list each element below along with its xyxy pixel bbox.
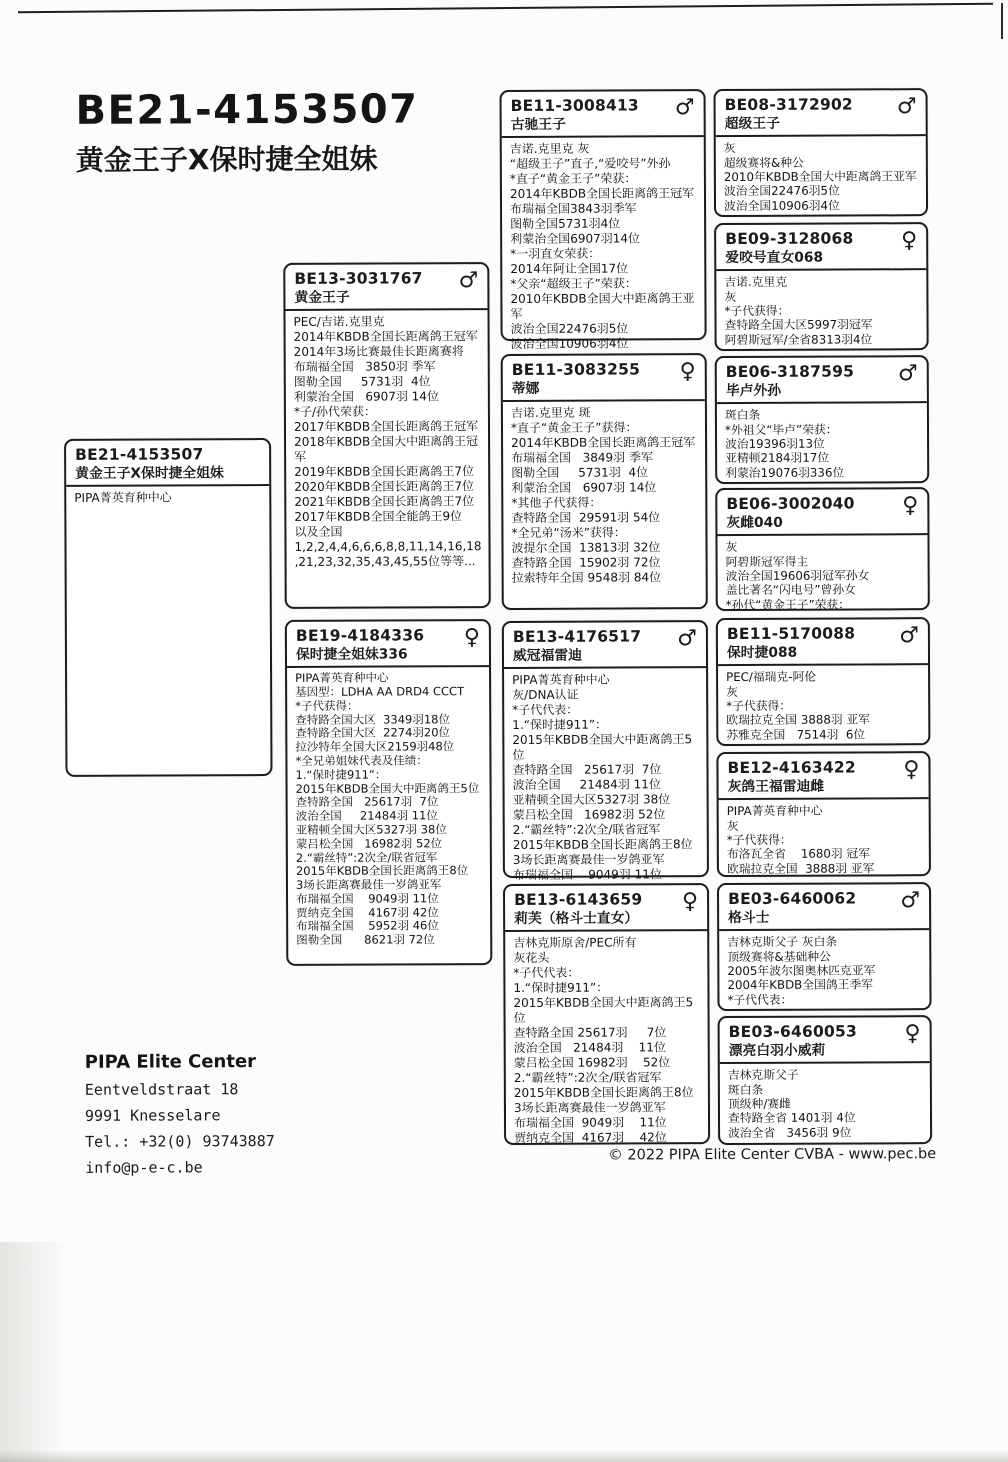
pigeon-name: 莉芙（格斗士直女）: [514, 910, 639, 927]
pedigree-line: *其他子代获得：: [511, 495, 602, 511]
pedigree-line: 查特路全国大区 2274羽20位: [295, 725, 451, 741]
pedigree-line: 欧瑞拉克全国 3888羽 亚军: [726, 861, 875, 876]
pigeon-name: 漂亮白羽小威莉: [728, 1042, 826, 1059]
pigeon-name: 毕卢外孙: [725, 382, 782, 399]
female-icon: ♀: [901, 228, 918, 254]
pedigree-line: 亚精顿全国大区5327羽 38位: [295, 822, 447, 837]
pedigree-line: 顶级赛将&基础种公: [727, 949, 831, 964]
pedigree-line: 布瑞福全国 9049羽 11位: [513, 1115, 667, 1131]
pedigree-line: 蒙吕松全国 16982羽 52位: [512, 807, 666, 823]
pedigree-box-ggmother-4: [718, 1015, 933, 1145]
pedigree-box-ggmother-1: [714, 222, 929, 351]
pedigree-line: 吉诺.克里克 灰: [509, 141, 590, 157]
pedigree-line: 波治全国22476羽5位: [723, 183, 840, 199]
pedigree-line: 布瑞福全国 5952羽 46位: [296, 918, 439, 934]
pedigree-line: 3场长距离赛最佳一岁鸽亚军: [295, 877, 442, 893]
pigeon-name: 超级王子: [724, 115, 780, 132]
box-body: [719, 799, 929, 880]
pedigree-line: 波治全国22476羽5位: [510, 321, 629, 337]
pigeon-name: 威冠福雷迪: [512, 647, 583, 664]
pedigree-line: 图勒全国5731羽4位: [510, 216, 621, 232]
box-body: [719, 930, 929, 1011]
pedigree-line: 波治全国10906羽4位: [510, 336, 629, 352]
pedigree-line: 2.“霸丝特”:2次全/联省冠军: [512, 822, 661, 838]
pedigree-line: *外祖父“毕卢”荣获：: [724, 422, 838, 437]
box-body: [717, 403, 927, 484]
pedigree-line: *一羽直女荣获：: [510, 246, 601, 262]
ring-number: BE12-4163422: [727, 758, 856, 778]
pedigree-box-ggmother-3: [716, 751, 931, 877]
pedigree-line: 2010年KBDB全国大中距离鸽王亚军: [723, 169, 917, 184]
pedigree-line: 基因型：LDHA AA DRD4 CCCT: [295, 684, 465, 699]
pedigree-line: 图勒全国 5731羽 4位: [511, 465, 649, 481]
pedigree-line: 2.“霸丝特”:2次全/联省冠军: [513, 1070, 662, 1086]
pedigree-line: 苏雅克全国 7514羽 6位: [726, 727, 866, 742]
pedigree-box-grandfather-maternal: [502, 620, 709, 883]
page-title: BE21-4153507: [75, 86, 419, 134]
pedigree-line: 2014年KBDB全国长距离鸽王冠军: [509, 186, 695, 202]
pedigree-line: 波治全国10906羽4位: [723, 198, 840, 213]
pedigree-line: 2015年KBDB全国长距离鸽王8位: [513, 1085, 694, 1101]
pedigree-line: 以及全国: [294, 524, 343, 540]
pedigree-line: 2018年KBDB全国大中距离鸽王冠军: [294, 434, 479, 465]
pedigree-line: 2015年KBDB全国长距离鸽王8位: [295, 863, 469, 879]
box-body: [287, 667, 490, 952]
pedigree-line: 欧瑞拉克全国 3888羽 亚军: [726, 712, 871, 728]
pedigree-line: 吉林克斯原舍/PEC所有: [513, 935, 637, 951]
male-icon: ♂: [458, 268, 479, 294]
pedigree-line: 2015年KBDB全国大中距离鸽王5位: [295, 780, 480, 796]
box-body: [717, 535, 927, 616]
box-header-text: [727, 758, 855, 795]
box-header: [720, 1017, 930, 1064]
pedigree-line: 波治全省 3456羽 9位: [728, 1125, 852, 1140]
pedigree-box-father: [283, 262, 491, 609]
female-icon: ♀: [904, 1021, 921, 1047]
footer-email: info@p-e-c.be: [85, 1158, 203, 1177]
pedigree-line: 蒙吕松全国 16982羽 52位: [513, 1055, 671, 1071]
pedigree-line: 斑白条: [727, 1082, 764, 1097]
pedigree-line: 灰: [726, 684, 738, 699]
pedigree-line: 查特路全国 25617羽 7位: [512, 762, 662, 778]
box-body: [716, 270, 926, 351]
pedigree-line: 利蒙治全国 6907羽 14位: [293, 389, 439, 405]
footer-phone: Tel.: +32(0) 93743887: [85, 1132, 275, 1151]
male-icon: ♂: [900, 888, 921, 914]
pedigree-line: 贾纳克全国 4167羽 42位: [514, 1130, 667, 1146]
pedigree-line: ,21,23,32,35,43,45,55位等等...: [294, 554, 476, 570]
pigeon-name: 保时捷全姐妹336: [295, 646, 408, 663]
pedigree-line: 亚精顿全国大区5327羽 38位: [512, 792, 671, 808]
box-header: [718, 753, 928, 800]
box-body: [716, 136, 926, 217]
ring-number: BE13-6143659: [514, 890, 643, 909]
box-header: [285, 264, 487, 311]
box-header-text: [725, 95, 853, 132]
title-block: [76, 86, 419, 178]
pedigree-line: 阿碧斯冠军得主: [725, 554, 809, 569]
box-header-text: [729, 1022, 857, 1059]
footer-company-name: PIPA Elite Center: [84, 1051, 257, 1073]
pedigree-line: 灰花头: [513, 950, 550, 966]
female-icon: ♀: [903, 757, 920, 783]
pedigree-line: PIPA菁英育种中心: [512, 672, 610, 688]
pedigree-line: 波治全国 21484羽 11位: [512, 777, 661, 793]
box-header-text: [726, 362, 854, 399]
pedigree-line: PIPA菁英育种中心: [726, 803, 823, 819]
male-icon: ♂: [896, 94, 917, 120]
pedigree-line: 超级赛将&种公: [723, 155, 804, 170]
pedigree-line: 吉林克斯父子 灰白条: [727, 934, 838, 950]
pedigree-line: 波治全国 21484羽 11位: [295, 808, 438, 824]
pedigree-line: *直子“黄金王子”荣获：: [509, 171, 637, 187]
box-body: [718, 665, 928, 746]
pedigree-line: 灰: [726, 818, 739, 833]
pigeon-name: 黄金王子X保时捷全姐妹: [75, 464, 224, 482]
pedigree-line: 2014年3场比赛最佳长距离赛将: [293, 344, 464, 360]
ring-number: BE06-3002040: [726, 494, 855, 514]
pigeon-name: 格斗士: [728, 909, 770, 926]
pedigree-line: *全兄弟姐妹代表及佳绩：: [295, 753, 428, 768]
pedigree-line: 2014年阿让全国17位: [510, 261, 629, 277]
pedigree-line: 查特路全省 1401羽 4位: [727, 1110, 856, 1126]
ring-number: BE13-4176517: [512, 627, 642, 646]
box-header: [66, 440, 269, 487]
box-header: [717, 357, 927, 404]
pedigree-line: 利蒙治19076羽336位: [725, 465, 845, 480]
box-header: [502, 91, 704, 138]
female-icon: ♀: [681, 889, 699, 915]
pedigree-line: 利蒙治全国 6907羽 14位: [511, 480, 657, 496]
pedigree-line: *子代代表：: [513, 965, 580, 981]
pedigree-line: 波治19396羽13位: [725, 436, 825, 451]
pedigree-line: 灰: [723, 141, 736, 156]
male-icon: ♂: [897, 361, 918, 387]
pedigree-box-ggmother-2: [715, 487, 930, 611]
pedigree-line: 2019年KBDB全国长距离鸽王7位: [294, 464, 474, 480]
pigeon-name: 蒂娜: [511, 380, 540, 397]
pedigree-line: PIPA菁英育种中心: [295, 670, 389, 686]
box-body: [504, 668, 707, 887]
box-header: [717, 489, 927, 536]
pedigree-line: “超级王子”直子,“爱咬号”外孙: [509, 156, 671, 172]
pedigree-box-grandfather-paternal: [500, 89, 707, 352]
pedigree-line: 灰: [725, 540, 738, 555]
pedigree-line: 图勒全国 8621羽 72位: [296, 932, 435, 948]
box-body: [505, 931, 708, 1150]
pedigree-line: 拉沙特年全国大区2159羽48位: [295, 739, 455, 755]
pigeon-name: 黄金王子: [294, 289, 350, 306]
ring-number: BE08-3172902: [724, 95, 853, 115]
pedigree-line: 布瑞福全国 3849羽 季军: [511, 450, 653, 466]
pedigree-line: 顶级种/赛雌: [727, 1096, 791, 1111]
pigeon-name: 爱咬号直女068: [725, 249, 824, 266]
pedigree-line: 2015年KBDB全国大中距离鸽王5位: [512, 732, 693, 763]
box-body: [503, 401, 706, 590]
pedigree-line: 2021年KBDB全国长距离鸽王7位: [294, 494, 475, 510]
male-icon: ♂: [674, 95, 695, 121]
pedigree-line: 1,2,2,4,4,6,6,6,8,8,11,14,16,18: [294, 539, 482, 555]
pedigree-line: 布瑞福全国 3850羽 季军: [293, 359, 436, 375]
box-header: [503, 355, 705, 402]
ring-number: BE13-3031767: [294, 269, 423, 288]
pedigree-line: *子代代表：: [512, 702, 579, 718]
pedigree-box-ggfather-1: [714, 88, 929, 217]
pedigree-line: 布瑞福全国 9049羽 11位: [296, 891, 439, 906]
pedigree-line: 阿碧斯冠军/全省8313羽4位: [724, 332, 873, 347]
box-header: [504, 622, 706, 669]
ring-number: BE03-6460062: [728, 889, 857, 909]
pigeon-name: 古驰王子: [510, 116, 566, 133]
footer-address-city: 9991 Knesselare: [84, 1106, 221, 1125]
box-body: [502, 137, 705, 356]
box-header: [716, 224, 926, 271]
box-header-text: [727, 624, 855, 661]
pedigree-line: 波提尔全国 13813羽 32位: [511, 540, 661, 556]
pedigree-line: 1.“保时捷911”：: [513, 980, 609, 996]
pedigree-line: 2010年KBDB全国大中距离鸽王亚军: [510, 291, 695, 322]
ring-number: BE11-5170088: [726, 624, 856, 644]
pedigree-box-ggfather-3: [716, 617, 931, 746]
female-icon: ♀: [679, 359, 696, 385]
footer-contact-block: [85, 1051, 275, 1177]
male-icon: ♂: [677, 626, 697, 652]
pedigree-line: PIPA菁英育种中心: [74, 490, 172, 506]
pedigree-box-grandmother-paternal: [501, 353, 708, 610]
pedigree-box-mother: [285, 619, 493, 966]
box-header-text: [513, 627, 641, 664]
female-icon: ♀: [463, 625, 480, 651]
box-header: [719, 884, 929, 931]
pedigree-line: 2015年KBDB全国长距离鸽王8位: [512, 837, 693, 853]
ring-number: BE11-3008413: [510, 96, 639, 115]
pedigree-line: 3场长距离赛最佳一岁鸽亚军: [512, 852, 665, 868]
box-header-text: [294, 269, 422, 306]
box-body: [720, 1063, 930, 1144]
pedigree-line: 3场长距离赛最佳一岁鸽亚军: [513, 1100, 666, 1116]
pedigree-box-grandmother-maternal: [503, 883, 710, 1145]
box-header-text: [514, 890, 642, 927]
pedigree-line: *子代获得：: [724, 303, 790, 318]
ring-number: BE09-3128068: [725, 229, 854, 249]
pedigree-line: 吉诺.克里克: [724, 274, 788, 290]
box-header-text: [512, 360, 640, 397]
pedigree-line: 布瑞福全国3843羽季军: [510, 201, 637, 217]
pedigree-line: 波治全国 21484羽 11位: [513, 1040, 666, 1056]
pedigree-line: 1.“保时捷911”：: [512, 717, 608, 733]
box-header: [505, 885, 707, 932]
pigeon-name: 灰鸽王福雷迪雌: [727, 778, 825, 795]
pedigree-line: 图勒全国 5731羽 4位: [293, 374, 431, 390]
pedigree-line: *子/孙代荣获：: [293, 404, 377, 420]
box-header-text: [296, 626, 424, 663]
pedigree-box-ggfather-4: [717, 882, 932, 1011]
pedigree-line: 波治全国19606羽冠军孙女: [725, 568, 870, 583]
pedigree-line: 2005年波尔图奥林匹克亚军: [727, 963, 876, 978]
pedigree-line: 查特路全国大区 3349羽18位: [295, 711, 451, 727]
ring-number: BE11-3083255: [511, 360, 641, 379]
pedigree-box-ggfather-2: [715, 355, 930, 484]
pedigree-line: 布瑞福全国 9049羽 11位: [512, 867, 662, 883]
box-header: [287, 621, 489, 668]
pedigree-line: PEC/吉诺.克里克: [293, 314, 385, 330]
pedigree-line: 盖比著名“闪电号”曾孙女: [725, 582, 856, 598]
box-header-text: [728, 889, 856, 926]
pedigree-box-subject: [64, 438, 272, 777]
pedigree-line: 2020年KBDB全国长距离鸽王7位: [294, 479, 475, 495]
box-header-text: [726, 494, 854, 531]
box-header-text: [511, 96, 639, 133]
pedigree-line: 贾纳克全国 4167羽 42位: [296, 904, 439, 920]
footer-address-street: Eentveldstraat 18: [84, 1080, 239, 1099]
pedigree-line: 2014年KBDB全国长距离鸽王冠军: [293, 329, 478, 345]
copyright-text: © 2022 PIPA Elite Center CVBA - www.pec.be: [608, 1146, 937, 1164]
pedigree-line: 灰/DNA认证: [512, 687, 579, 703]
pedigree-line: PEC/福瑞克-阿伦: [726, 669, 817, 685]
page-subtitle: 黄金王子X保时捷全姐妹: [75, 142, 378, 177]
ring-number: BE03-6460053: [728, 1022, 857, 1042]
pedigree-line: 拉索特年全国 9548羽 84位: [511, 570, 662, 586]
male-icon: ♂: [899, 623, 919, 649]
pedigree-line: 2015年KBDB全国大中距离鸽王5位: [513, 995, 694, 1026]
pedigree-line: *孙代“黄金王子”荣获：: [725, 597, 851, 612]
pedigree-line: 斑白条: [724, 408, 761, 423]
pedigree-line: 亚精顿2184羽17位: [725, 450, 830, 466]
pedigree-line: 2017年KBDB全国长距离鸽王冠军: [293, 419, 479, 435]
pedigree-line: 查特路全国大区5997羽冠军: [724, 317, 873, 333]
pedigree-line: 布洛瓦全省 1680羽 冠军: [726, 846, 871, 862]
pedigree-line: *子代代表：: [727, 992, 793, 1007]
box-body: [285, 310, 488, 574]
pedigree-line: 灰: [724, 289, 737, 304]
box-header-text: [75, 445, 224, 482]
box-header: [716, 90, 926, 137]
pigeon-name: 灰雌040: [726, 514, 783, 531]
pedigree-line: 吉诺.克里克 斑: [510, 405, 591, 421]
box-header: [718, 619, 928, 666]
pedigree-line: 利蒙治全国6907羽14位: [510, 231, 641, 247]
pedigree-line: 2.“霸丝特”:2次全/联省冠军: [295, 849, 438, 865]
pedigree-line: 查特路全国 29591羽 54位: [511, 510, 661, 526]
pedigree-line: 2017年KBDB全国全能鸽王9位: [294, 509, 463, 525]
pigeon-name: 保时捷088: [726, 644, 798, 661]
ring-number: BE21-4153507: [75, 445, 204, 464]
box-body: [66, 486, 269, 510]
pedigree-line: *直子“黄金王子”获得：: [510, 420, 638, 436]
pedigree-line: *父亲“超级王子”荣获：: [510, 276, 637, 292]
ring-number: BE06-3187595: [725, 362, 855, 382]
pedigree-line: 2004年KBDB全国鸽王季军: [727, 977, 874, 993]
pedigree-line: 吉林克斯父子: [727, 1067, 799, 1083]
pedigree-line: *子代获得：: [726, 698, 792, 713]
pedigree-line: 蒙吕松全国 16982羽 52位: [295, 835, 443, 851]
female-icon: ♀: [902, 493, 919, 519]
pedigree-line: *子代获得：: [726, 832, 792, 847]
pedigree-line: *全兄弟“汤米”获得：: [511, 525, 626, 541]
ring-number: BE19-4184336: [295, 626, 425, 645]
box-header-text: [725, 229, 853, 266]
pedigree-line: 查特路全国 15902羽 72位: [511, 555, 661, 571]
pedigree-line: 1.“保时捷911”：: [295, 767, 387, 782]
pedigree-line: *子代获得：: [295, 698, 359, 713]
pedigree-line: 查特路全国 25617羽 7位: [295, 794, 439, 810]
pedigree-line: 查特路全国 25617羽 7位: [513, 1025, 667, 1041]
pedigree-line: 2014年KBDB全国长距离鸽王冠军: [511, 435, 696, 451]
